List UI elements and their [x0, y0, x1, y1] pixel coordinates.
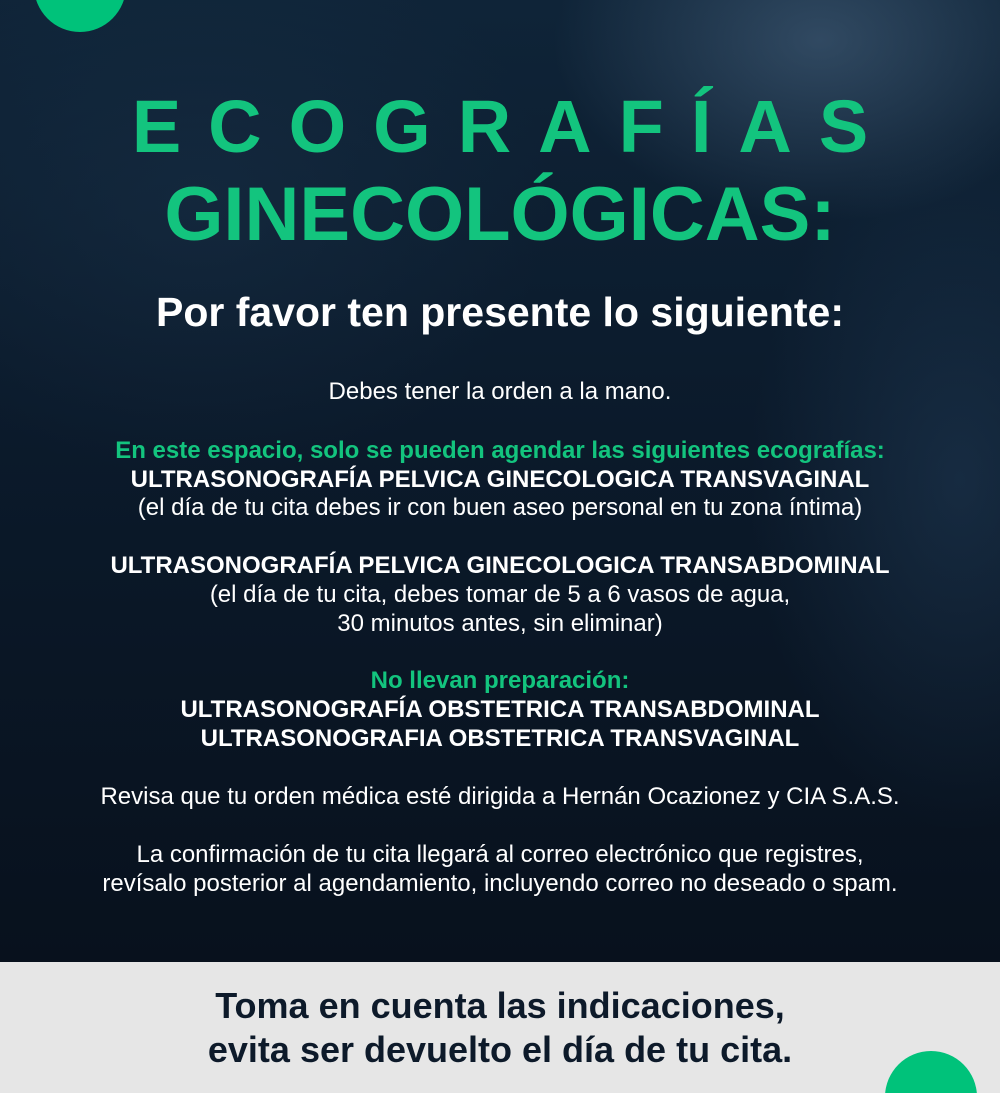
no-prep-heading: No llevan preparación: — [370, 667, 630, 694]
no-prep-item-1: ULTRASONOGRAFÍA OBSTETRICA TRANSABDOMINAL — [180, 696, 820, 723]
footer-message — [0, 984, 1000, 1072]
allowed-heading: En este espacio, solo se pueden agendar las siguientes ecografías: — [115, 437, 885, 464]
transabdominal-note-1: (el día de tu cita, debes tomar de 5 a 6 vasos de agua, — [209, 581, 791, 608]
footer-line-2: evita ser devuelto el día de tu cita. — [207, 1029, 793, 1070]
transvaginal-note: (el día de tu cita debes ir con buen aseo personal en tu zona íntima) — [137, 494, 863, 521]
page-title-line-1: ECOGRAFÍAS — [131, 85, 896, 168]
page-title-line-2: GINECOLÓGICAS: — [164, 172, 836, 257]
footer-banner — [0, 962, 1000, 1093]
decorative-circle-top — [34, 0, 126, 32]
transabdominal-name: ULTRASONOGRAFÍA PELVICA GINECOLOGICA TRANSABDOMINAL — [110, 552, 890, 579]
no-prep-item-2: ULTRASONOGRAFIA OBSTETRICA TRANSVAGINAL — [200, 725, 800, 752]
transvaginal-name: ULTRASONOGRAFÍA PELVICA GINECOLOGICA TRANSVAGINAL — [130, 466, 870, 493]
transabdominal-note-2: 30 minutos antes, sin eliminar) — [337, 610, 663, 637]
confirmation-line-2: revísalo posterior al agendamiento, incluyendo correo no deseado o spam. — [102, 870, 898, 897]
order-note: Debes tener la orden a la mano. — [328, 378, 672, 405]
confirmation-line-1: La confirmación de tu cita llegará al correo electrónico que registres, — [136, 841, 864, 868]
footer-line-1: Toma en cuenta las indicaciones, — [215, 985, 785, 1026]
review-note: Revisa que tu orden médica esté dirigida a Hernán Ocazionez y CIA S.A.S. — [100, 783, 900, 810]
subtitle: Por favor ten presente lo siguiente: — [155, 289, 845, 335]
